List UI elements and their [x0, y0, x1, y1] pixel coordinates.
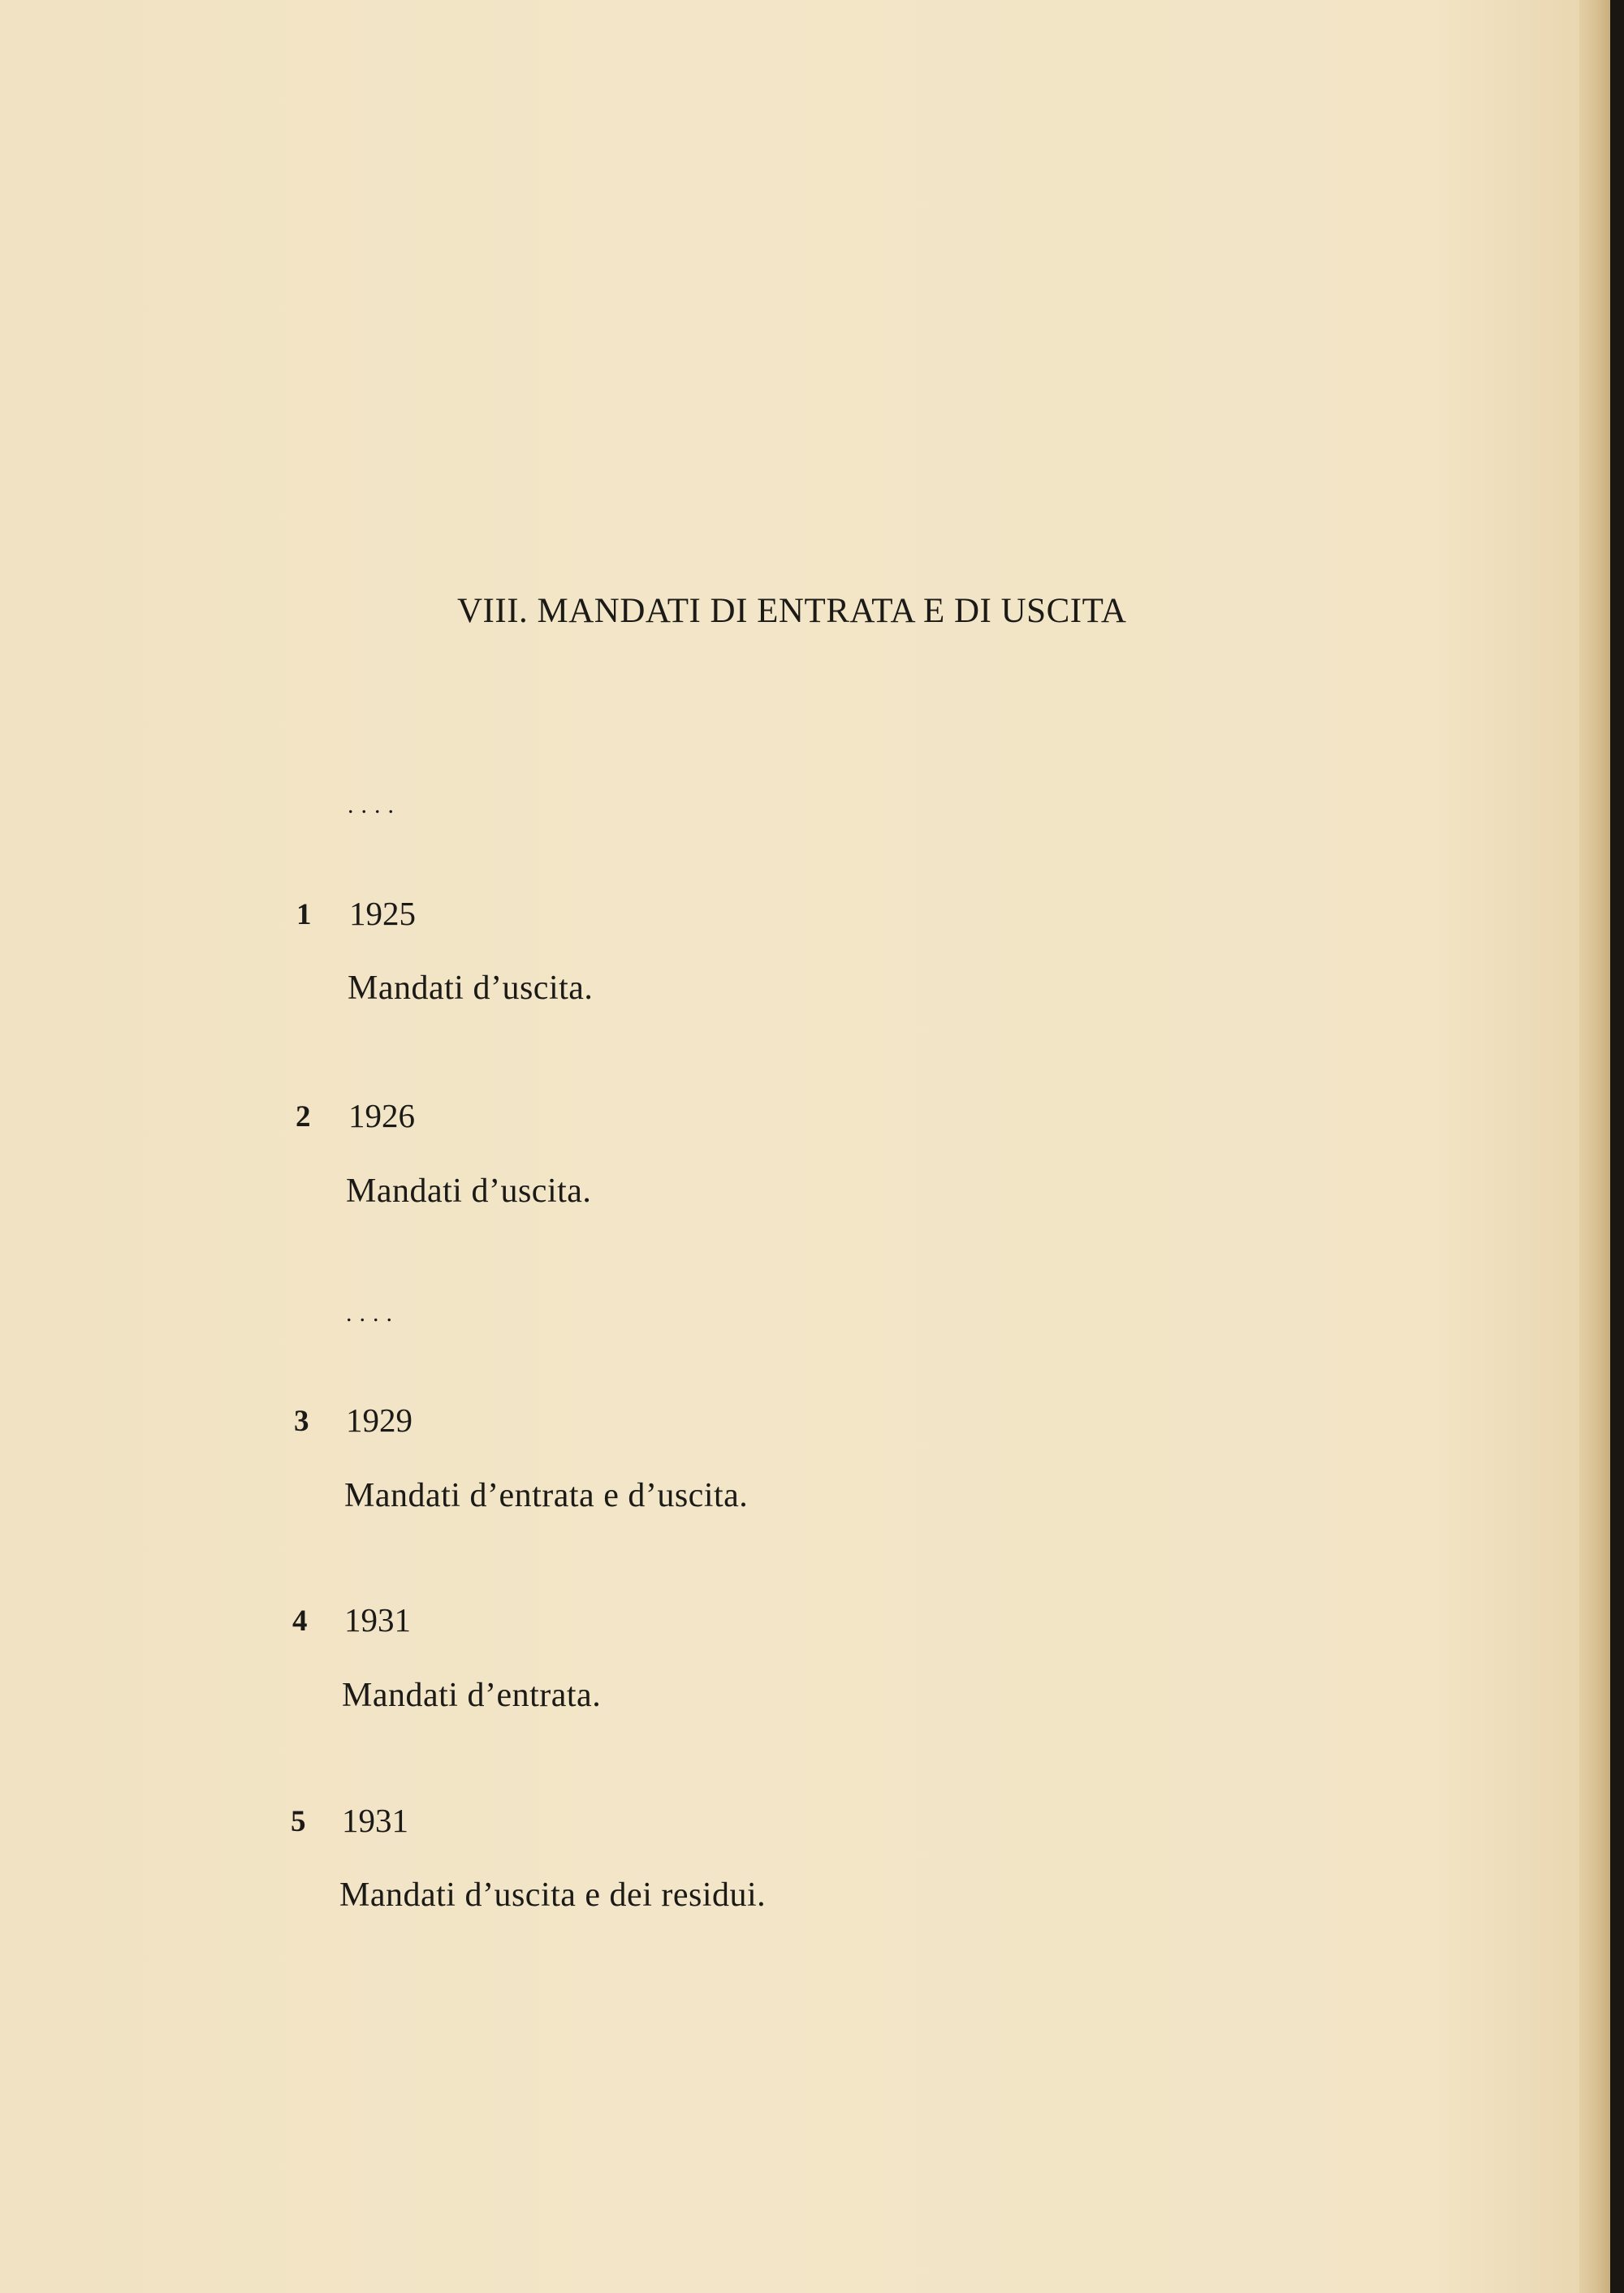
omission-dots: ....	[346, 1300, 400, 1327]
entry-description: Mandati d’uscita e dei residui.	[339, 1876, 767, 1914]
book-binding	[1610, 0, 1624, 2293]
entry-number: 4	[292, 1604, 308, 1638]
entry-year: 1926	[348, 1097, 415, 1134]
entry-number: 1	[296, 898, 312, 931]
entry-year: 1929	[346, 1401, 412, 1439]
entry-year: 1925	[349, 895, 416, 932]
section-title: VIII. MANDATI DI ENTRATA E DI USCITA	[457, 592, 1127, 630]
entry-number: 3	[294, 1405, 309, 1438]
entry-description: Mandati d’uscita.	[346, 1172, 592, 1210]
entry-description: Mandati d’entrata.	[342, 1677, 602, 1714]
omission-dots: ....	[348, 792, 401, 818]
entry-year: 1931	[342, 1802, 408, 1839]
entry-description: Mandati d’entrata e d’uscita.	[344, 1477, 749, 1514]
entry-year: 1931	[344, 1601, 411, 1639]
entry-number: 5	[291, 1805, 306, 1838]
page-edge	[1579, 0, 1610, 2293]
entry-number: 2	[296, 1100, 311, 1134]
entry-description: Mandati d’uscita.	[348, 969, 594, 1007]
